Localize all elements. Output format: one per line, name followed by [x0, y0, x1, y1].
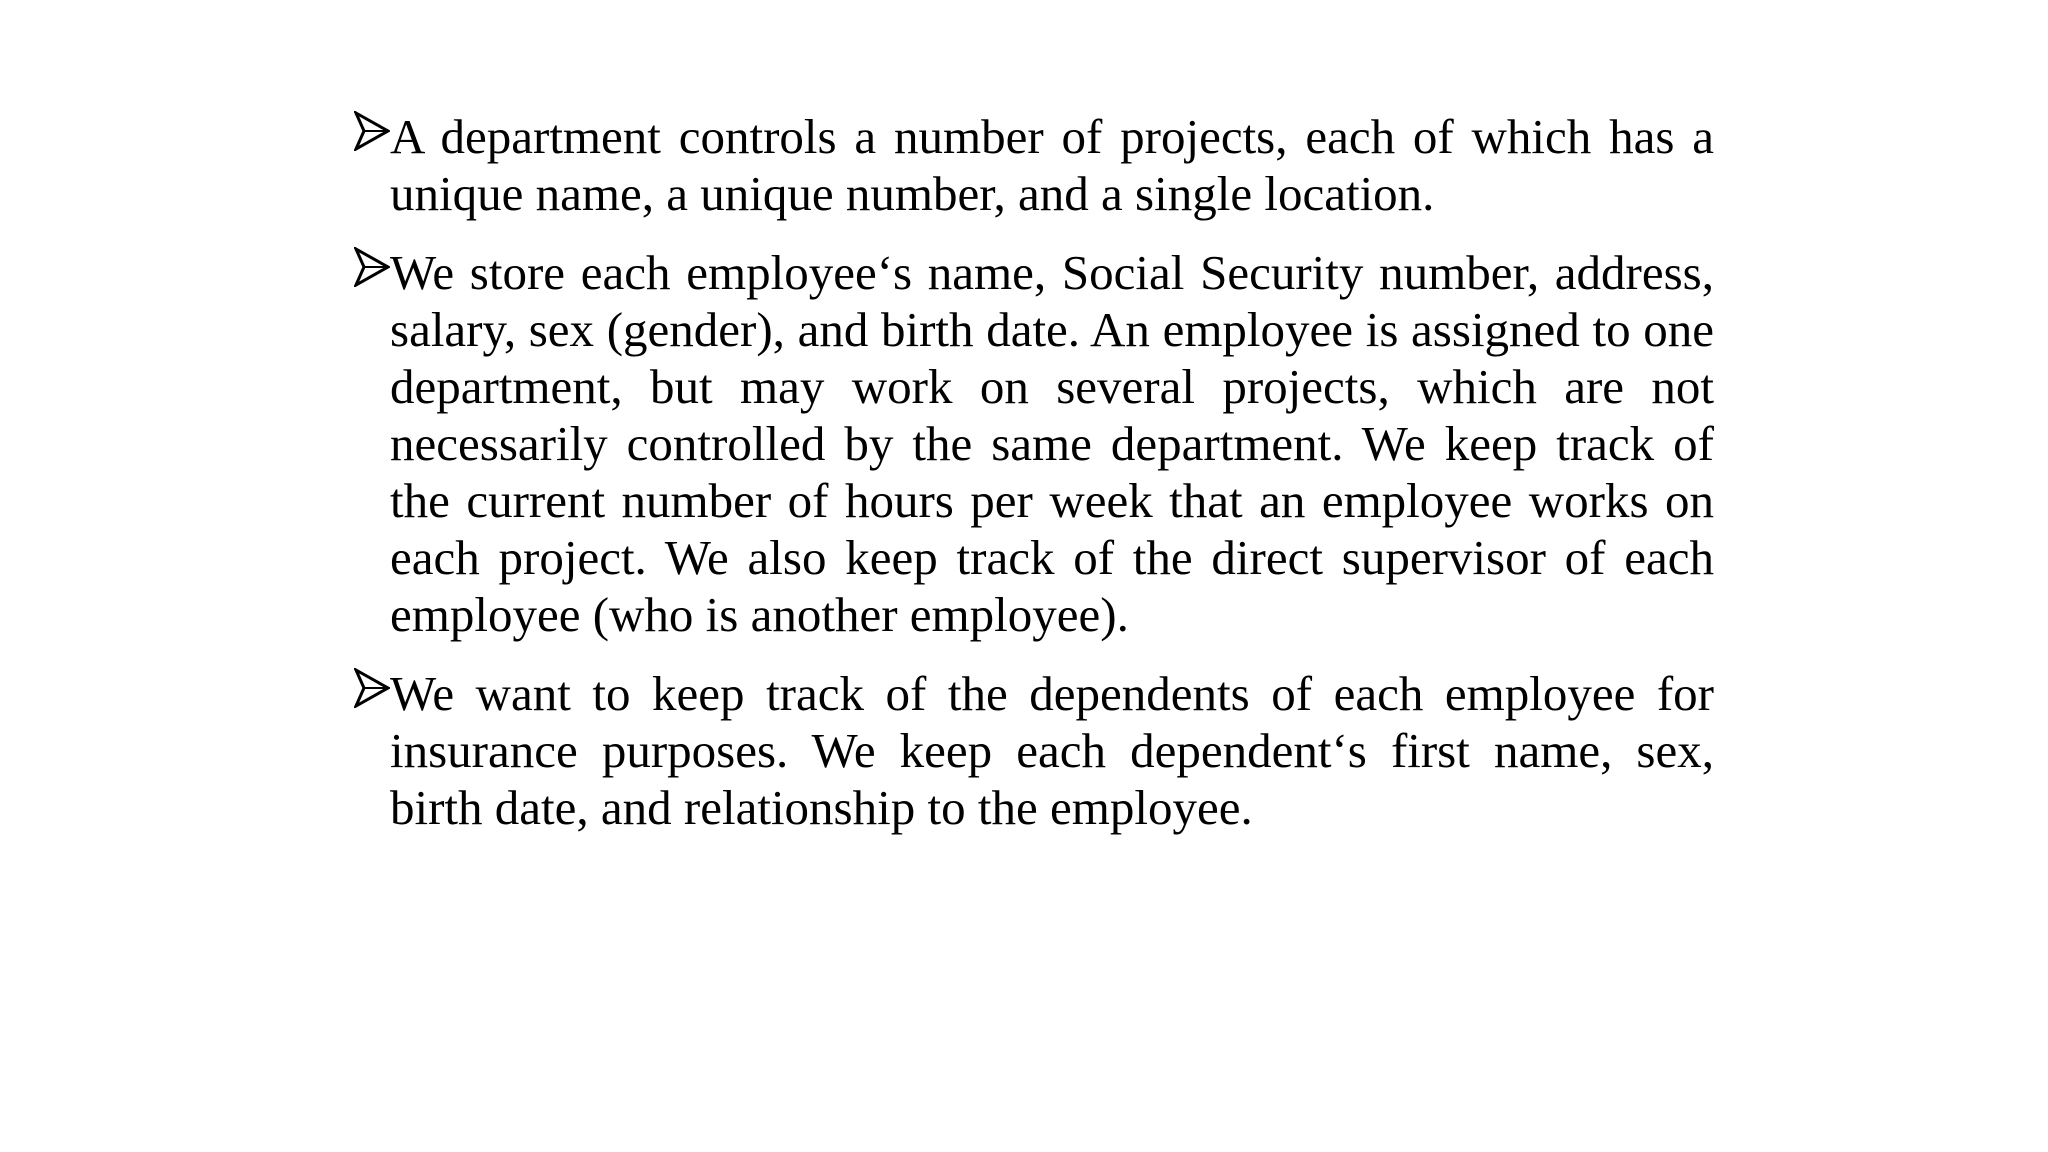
bullet-item-1 [352, 108, 1714, 222]
bullet-text: A department controls a number of projects, each of which has a unique name, a unique number, and a single location. [390, 109, 1714, 221]
bullet-item-2 [352, 244, 1714, 643]
arrowhead-bullet-icon [354, 668, 390, 708]
arrowhead-bullet-icon [354, 247, 390, 287]
bullet-list [352, 108, 1714, 858]
bullet-text: We want to keep track of the dependents of each employee for insurance purposes. We keep each dependent‘s first name, sex, birth date, and relationship to the employee. [390, 666, 1714, 835]
bullet-text: We store each employee‘s name, Social Security number, address, salary, sex (gender), and birth date. An employee is assigned to one department, but may work on several projects, which are not necessarily controlled by the same department. We keep track of the current number of hours per week that an employee works on each project. We also keep track of the direct supervisor of each employee (who is another employee). [390, 245, 1714, 642]
bullet-item-3 [352, 665, 1714, 836]
arrowhead-bullet-icon [354, 111, 390, 151]
